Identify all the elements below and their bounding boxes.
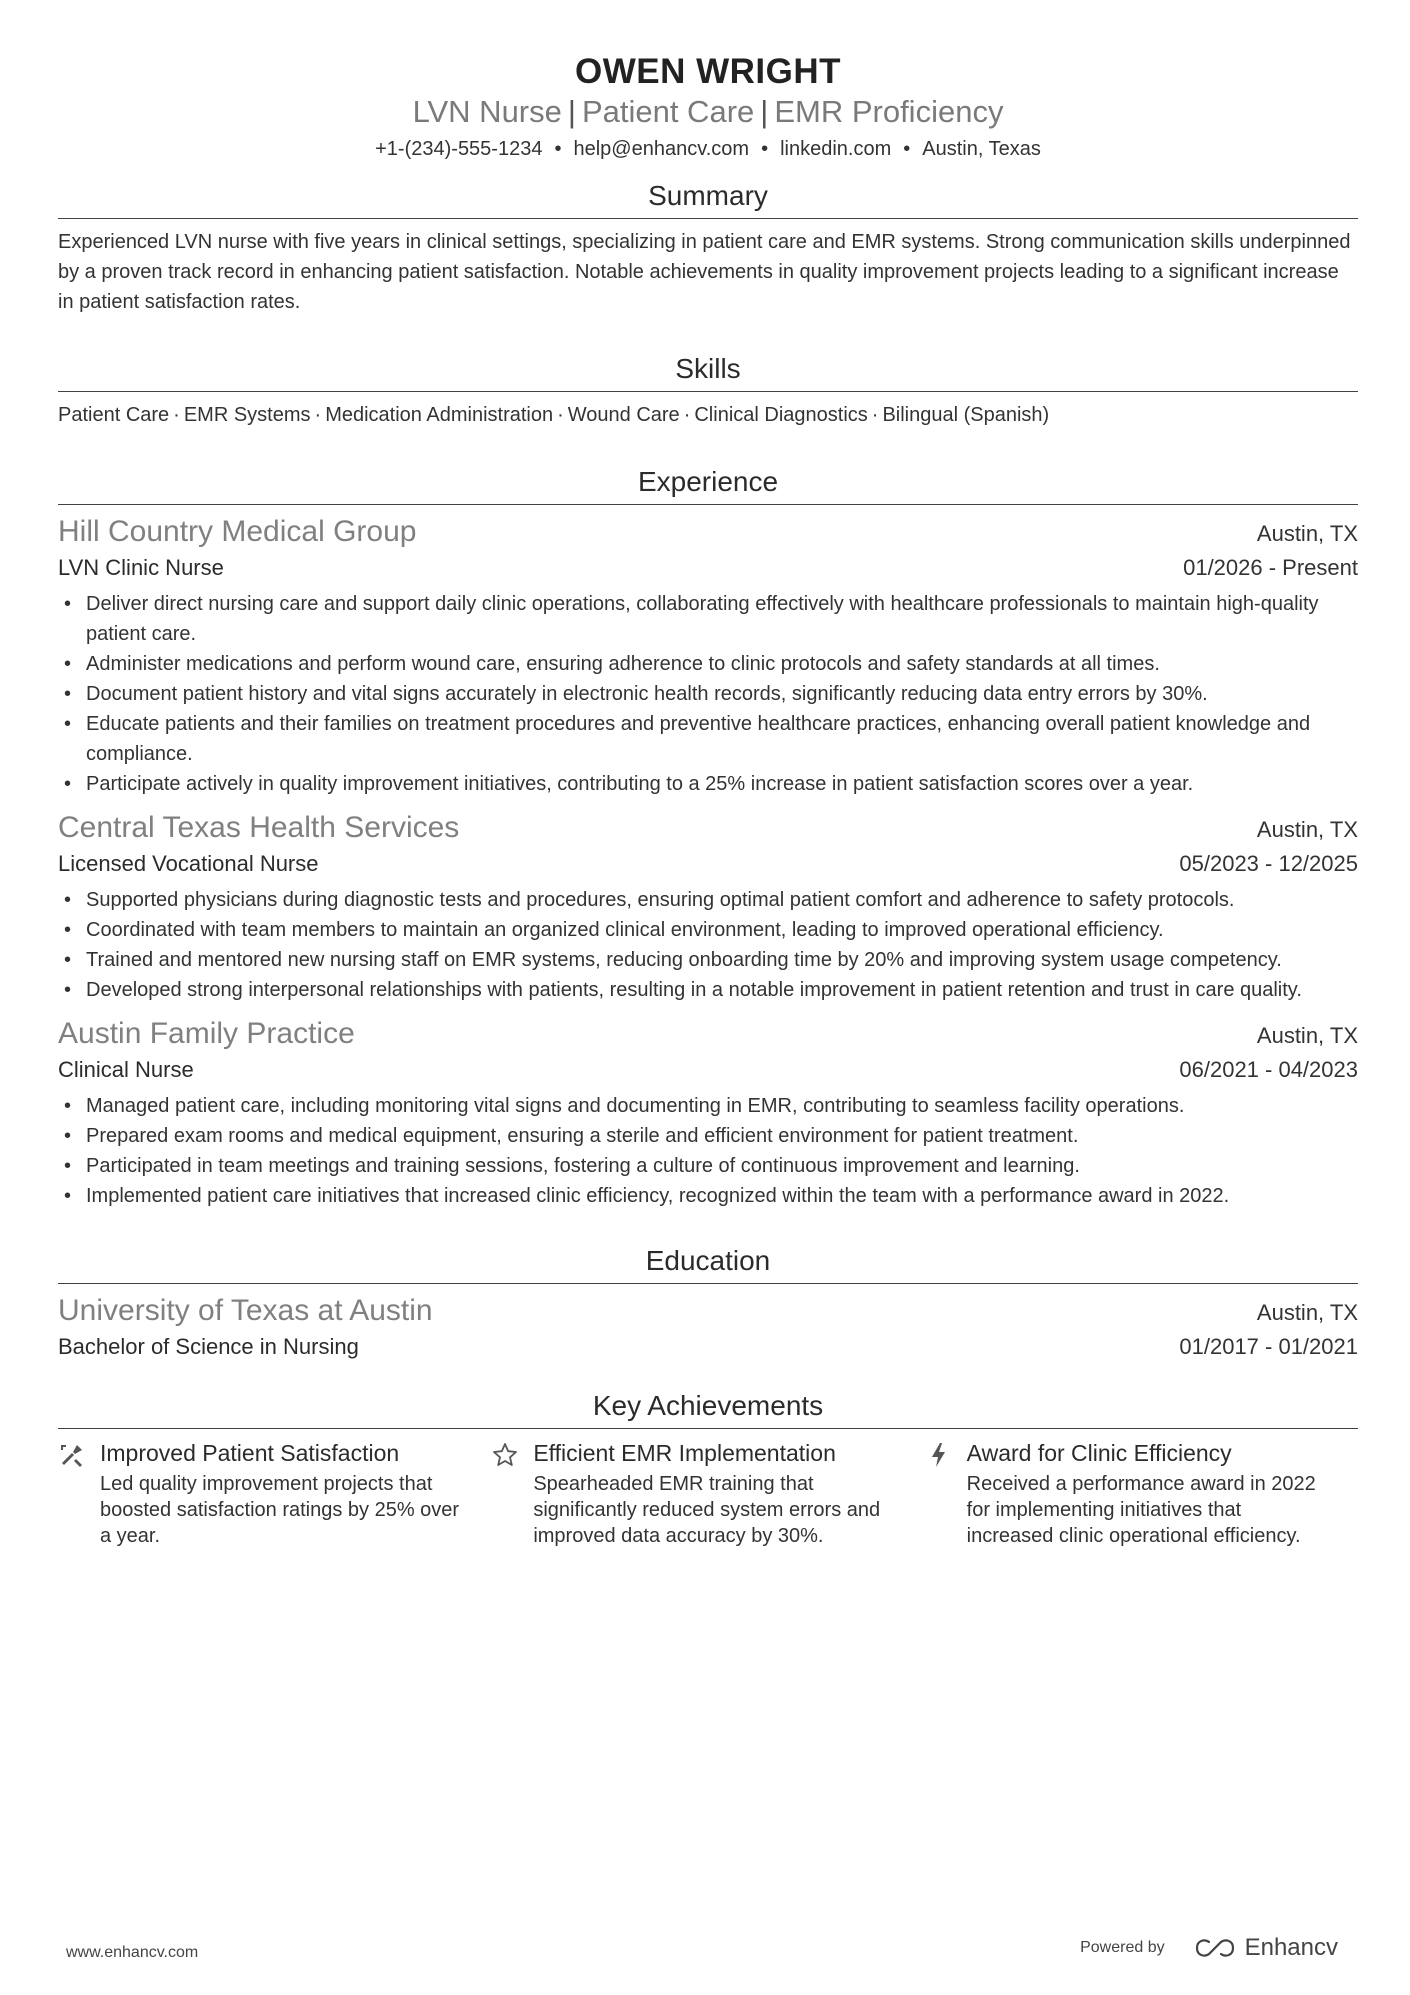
job-entry	[58, 809, 1358, 1005]
contact-line	[58, 134, 1358, 164]
powered-by-label: Powered by	[1080, 1939, 1165, 1956]
headline-item: Patient Care	[581, 94, 755, 129]
achievement-title: Efficient EMR Implementation	[533, 1440, 836, 1466]
achievement-title: Improved Patient Satisfaction	[100, 1440, 400, 1466]
contact-phone[interactable]: +1-(234)-555-1234	[375, 138, 543, 160]
achievements-section	[58, 1388, 1358, 1549]
skill-item: Medication Administration	[325, 404, 554, 426]
job-header-row	[58, 809, 1358, 847]
achievement-title: Award for Clinic Efficiency	[966, 1440, 1232, 1466]
achievement-body	[100, 1437, 460, 1549]
contact-location: Austin, Texas	[922, 138, 1041, 160]
job-company: Hill Country Medical Group	[58, 515, 417, 548]
section-title-summary: Summary	[58, 178, 1358, 219]
skill-item: Patient Care	[58, 404, 170, 426]
job-dates: 06/2021 - 04/2023	[1179, 1057, 1358, 1082]
section-title-education: Education	[58, 1243, 1358, 1284]
job-header-row	[58, 513, 1358, 551]
enhancv-logo[interactable]	[1193, 1934, 1338, 1962]
skill-separator: ·	[683, 404, 691, 426]
achievement-body	[533, 1437, 893, 1549]
footer-branding	[1080, 1934, 1338, 1962]
job-bullet: • Deliver direct nursing care and support daily clinic operations, collaborating effectively with healthcare professionals to maintain high-quality patient care.	[58, 589, 1358, 649]
job-role-row	[58, 551, 1358, 585]
job-bullet: • Trained and mentored new nursing staff on EMR systems, reducing onboarding time by 20% and improving system usage competency.	[58, 945, 1358, 975]
skills-list	[58, 400, 1358, 430]
achievement-desc: Spearheaded EMR training that significantly reduced system errors and improved data accuracy by 30%.	[533, 1473, 881, 1547]
skill-item: Wound Care	[567, 404, 680, 426]
tools-icon	[58, 1437, 100, 1549]
job-location: Austin, TX	[1256, 521, 1358, 546]
headline-item: LVN Nurse	[412, 94, 562, 129]
skill-separator: ·	[314, 404, 322, 426]
job-entry	[58, 1015, 1358, 1211]
job-role: Clinical Nurse	[58, 1057, 194, 1082]
job-bullets	[58, 589, 1358, 799]
contact-linkedin[interactable]: linkedin.com	[780, 138, 892, 160]
headline-separator: |	[760, 94, 769, 129]
brand-name: Enhancv	[1244, 1934, 1338, 1961]
education-section	[58, 1243, 1358, 1364]
star-icon	[491, 1437, 533, 1549]
job-bullet: • Participate actively in quality improvement initiatives, contributing to a 25% increase in patient satisfaction scores over a year.	[58, 769, 1358, 799]
candidate-name: OWEN WRIGHT	[574, 52, 842, 91]
job-company: Austin Family Practice	[58, 1017, 355, 1050]
headline-separator: |	[567, 94, 576, 129]
education-entry	[58, 1292, 1358, 1364]
job-location: Austin, TX	[1256, 1023, 1358, 1048]
achievement-item	[58, 1437, 491, 1549]
summary-section	[58, 178, 1358, 317]
contact-separator: •	[903, 138, 911, 160]
job-bullet: • Supported physicians during diagnostic tests and procedures, ensuring optimal patient comfort and adherence to safety protocols.	[58, 885, 1358, 915]
achievements-grid	[58, 1437, 1358, 1549]
skill-separator: ·	[557, 404, 564, 426]
skill-separator: ·	[173, 404, 180, 426]
section-title-experience: Experience	[58, 464, 1358, 505]
job-bullet: • Document patient history and vital signs accurately in electronic health records, significantly reducing data entry errors by 30%.	[58, 679, 1358, 709]
job-header-row	[58, 1015, 1358, 1053]
skills-section	[58, 351, 1358, 430]
education-degree: Bachelor of Science in Nursing	[58, 1334, 359, 1359]
resume-page	[58, 0, 1358, 1995]
skill-item: EMR Systems	[183, 404, 311, 426]
education-dates: 01/2017 - 01/2021	[1179, 1334, 1358, 1359]
job-dates: 05/2023 - 12/2025	[1179, 851, 1358, 876]
job-role-row	[58, 1053, 1358, 1087]
achievement-desc: Received a performance award in 2022 for implementing initiatives that increased clinic operational efficiency.	[966, 1473, 1316, 1547]
job-bullets	[58, 885, 1358, 1005]
job-bullet: • Developed strong interpersonal relationships with patients, resulting in a notable improvement in patient retention and trust in care quality.	[58, 975, 1358, 1005]
contact-separator: •	[761, 138, 769, 160]
skill-item: Clinical Diagnostics	[694, 404, 868, 426]
contact-email[interactable]: help@enhancv.com	[573, 138, 750, 160]
job-bullet: • Administer medications and perform wound care, ensuring adherence to clinic protocols and safety standards at all times.	[58, 649, 1358, 679]
section-title-skills: Skills	[58, 351, 1358, 392]
job-entry	[58, 513, 1358, 799]
job-bullet: • Coordinated with team members to maintain an organized clinical environment, leading to improved operational efficiency.	[58, 915, 1358, 945]
job-role: Licensed Vocational Nurse	[58, 851, 319, 876]
achievement-item	[925, 1437, 1358, 1549]
experience-section	[58, 464, 1358, 1211]
job-role-row	[58, 847, 1358, 881]
skill-separator: ·	[871, 404, 879, 426]
education-school: University of Texas at Austin	[58, 1294, 433, 1327]
headline-item: EMR Proficiency	[774, 94, 1004, 129]
achievement-desc: Led quality improvement projects that boosted satisfaction ratings by 25% over a year.	[100, 1473, 460, 1547]
summary-text: Experienced LVN nurse with five years in clinical settings, specializing in patient care and EMR systems. Strong communication skills underpinned by a proven track record in enhancing patient satisfaction. Notable achievements in quality improvement projects leading to a significant increase in patient satisfaction rates.	[58, 231, 1351, 313]
skill-item: Bilingual (Spanish)	[882, 404, 1050, 426]
job-company: Central Texas Health Services	[58, 811, 460, 844]
job-bullets	[58, 1091, 1358, 1211]
education-location: Austin, TX	[1256, 1300, 1358, 1325]
job-bullet: • Participated in team meetings and training sessions, fostering a culture of continuous improvement and learning.	[58, 1151, 1358, 1181]
job-bullet: • Managed patient care, including monitoring vital signs and documenting in EMR, contributing to seamless facility operations.	[58, 1091, 1358, 1121]
lightning-icon	[925, 1437, 967, 1549]
job-bullet: • Prepared exam rooms and medical equipment, ensuring a sterile and efficient environment for patient treatment.	[58, 1121, 1358, 1151]
job-dates: 01/2026 - Present	[1183, 555, 1358, 580]
resume-header	[58, 0, 1358, 164]
job-bullet: • Implemented patient care initiatives that increased clinic efficiency, recognized within the team with a performance award in 2022.	[58, 1181, 1358, 1211]
section-title-achievements: Key Achievements	[58, 1388, 1358, 1429]
achievement-body	[967, 1437, 1327, 1549]
headline	[58, 92, 1358, 132]
education-header-row	[58, 1292, 1358, 1330]
contact-separator: •	[554, 138, 562, 160]
footer-website[interactable]: www.enhancv.com	[66, 1944, 199, 1961]
achievement-item	[491, 1437, 924, 1549]
job-role: LVN Clinic Nurse	[58, 555, 224, 580]
job-location: Austin, TX	[1256, 817, 1358, 842]
enhancv-logo-icon	[1193, 1936, 1237, 1960]
education-degree-row	[58, 1330, 1358, 1364]
job-bullet: • Educate patients and their families on treatment procedures and preventive healthcare practices, enhancing overall patient knowledge and compliance.	[58, 709, 1358, 769]
